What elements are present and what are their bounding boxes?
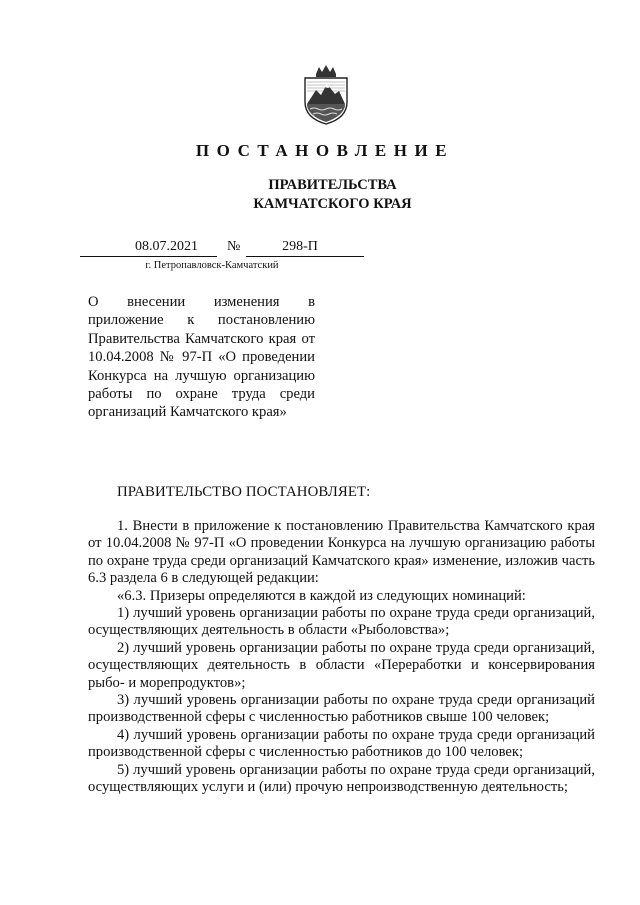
- body-paragraph-7: 5) лучший уровень организации работы по охране труда среди организаций, осуществляющих услуги и (или) прочую непроизводственную деятельность;: [88, 761, 595, 796]
- issuer-block: [0, 176, 640, 214]
- document-body: [88, 518, 595, 797]
- kamchatka-coat-of-arms-icon: [298, 64, 354, 126]
- body-paragraph-6: 4) лучший уровень организации работы по охране труда среди организаций производственной сферы с численностью работников до 100 человек;: [88, 726, 595, 761]
- body-paragraph-2: «6.3. Призеры определяются в каждой из следующих номинаций:: [117, 587, 526, 604]
- decree-line: ПРАВИТЕЛЬСТВО ПОСТАНОВЛЯЕТ:: [117, 484, 371, 500]
- document-subject: О внесении изменения в приложение к постановлению Правительства Камчатского края от 10.04.2008 № 97-П «О проведении Конкурса на лучшую организацию работы по охране труда среди организаций Камчатского края»: [88, 294, 315, 421]
- document-date: 08.07.2021: [80, 238, 217, 257]
- issue-city: г. Петропавловск-Камчатский: [145, 260, 279, 271]
- document-number: 298-П: [246, 238, 364, 257]
- number-sign: №: [227, 239, 241, 254]
- body-paragraph-1: 1. Внести в приложение к постановлению Правительства Камчатского края от 10.04.2008 № 97-П «О проведении Конкурса на лучшую организацию работы по охране труда среди организаций Камчатского края» изменение, изложив часть 6.3 раздела 6 в следующей редакции:: [88, 518, 595, 587]
- issuer-line-2: КАМЧАТСКОГО КРАЯ: [253, 196, 412, 212]
- body-paragraph-5: 3) лучший уровень организации работы по охране труда среди организаций производственной сферы с численностью работников свыше 100 человек;: [88, 692, 595, 726]
- body-paragraph-3: 1) лучший уровень организации работы по охране труда среди организаций, осуществляющих деятельность в области «Рыболовства»;: [88, 605, 595, 639]
- date-number-row: [80, 238, 364, 258]
- document-type-title: ПОСТАНОВЛЕНИЕ: [195, 141, 455, 160]
- body-paragraph-4: 2) лучший уровень организации работы по охране труда среди организаций, осуществляющих деятельность в области «Переработки и консервирования рыбо- и морепродуктов»;: [88, 639, 595, 691]
- issuer-line-1: ПРАВИТЕЛЬСТВА: [268, 177, 397, 193]
